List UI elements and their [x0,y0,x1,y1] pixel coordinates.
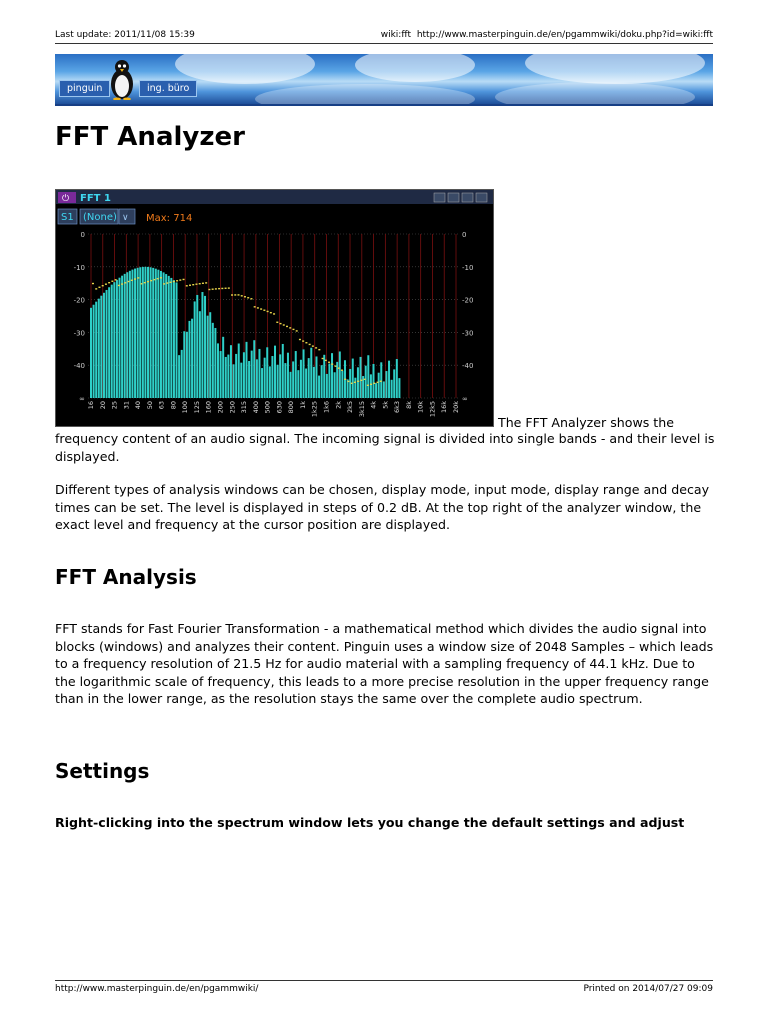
channel-select: S1 [61,212,74,223]
x-tick-label: 20k [452,401,460,414]
peak-dot [238,294,240,295]
peak-dot [160,277,162,278]
peak-dot [250,298,252,299]
x-tick-label: 10k [416,401,425,414]
y-tick-label-left: -40 [73,362,85,371]
peak-dot [263,310,265,311]
spectrum-bar [194,301,196,398]
spectrum-bar [116,280,118,398]
spectrum-bar [100,296,102,398]
x-tick-label: 80 [169,401,178,410]
spectrum-bar [106,290,108,398]
spectrum-bar [367,355,369,398]
peak-dot [367,385,369,386]
spectrum-bar [313,367,315,398]
peak-dot [225,288,227,289]
site-banner [55,54,713,106]
last-update: Last update: 2011/11/08 15:39 [55,30,195,40]
peak-dot [212,288,214,289]
settings-paragraph: Right-clicking into the spectrum window lets you change the default settings and adjust [55,815,685,830]
peak-dot [296,330,298,331]
x-tick-label: 5k [381,401,390,409]
y-tick-label-right: ∞ [462,395,468,403]
page-url: http://www.masterpinguin.de/en/pgammwiki/doku.php?id=wiki:fft [416,30,713,40]
spectrum-bar [365,366,367,398]
peak-dot [202,283,204,284]
x-tick-label: 8k [404,401,413,409]
spectrum-bar [191,319,193,398]
spectrum-bar [196,295,198,398]
peak-dot [267,311,269,312]
spectrum-bar [188,321,190,398]
spectrum-bar [204,296,206,398]
page-id: wiki:fft [380,30,412,40]
peak-dot [218,288,220,289]
peak-dot [276,322,278,323]
spectrum-bar [375,383,377,398]
spectrum-bar [326,374,328,398]
spectrum-bar [157,270,159,398]
peak-dot [176,280,178,281]
spectrum-bar [372,364,374,398]
peak-dot [354,382,356,383]
svg-text:⏻: ⏻ [62,194,70,204]
x-tick-label: 315 [240,401,249,414]
x-tick-label: 1k25 [310,401,319,418]
spectrum-bar [139,267,141,398]
spectrum-bar [300,360,302,398]
peak-dot [380,381,382,382]
spectrum-bar [227,355,229,398]
spectrum-bar [108,287,110,398]
spectrum-bar [142,267,144,398]
peak-dot [108,282,110,283]
spectrum-bar [357,367,359,398]
peak-dot [344,379,346,380]
spectrum-bar [248,361,250,398]
spectrum-bar [134,269,136,398]
spectrum-bar [271,356,273,398]
spectrum-bar [137,268,139,398]
peak-dot [195,283,197,284]
x-tick-label: 630 [275,401,284,414]
x-tick-label: 2k [334,401,343,409]
spectrum-bar [233,364,235,398]
spectrum-bar [398,378,400,398]
peak-dot [357,381,359,382]
spectrum-bar [176,282,178,398]
peak-dot [231,294,233,295]
spectrum-bar [168,276,170,398]
fft-spectrum-image [56,190,493,426]
peak-dot [325,360,327,361]
peak-dot [247,297,249,298]
peak-dot [144,282,146,283]
spectrum-bar [178,355,180,398]
spectrum-bar [380,362,382,398]
peak-dot [347,381,349,382]
spectrum-bar [163,272,165,398]
spectrum-bar [336,362,338,398]
spectrum-bar [256,359,258,398]
peak-dot [173,281,175,282]
spectrum-bar [323,355,325,398]
x-tick-label: 2k5 [346,401,355,414]
peak-dot [183,279,185,280]
peak-dot [286,326,288,327]
peak-dot [377,382,379,383]
peak-dot [302,340,304,341]
peak-dot [199,283,201,284]
footer-url: http://www.masterpinguin.de/en/pgammwiki/ [55,984,259,994]
intro-text-tail: The FFT Analyzer shows the [498,415,674,430]
spectrum-bar [98,299,100,398]
y-tick-label-left: 0 [80,231,85,239]
x-tick-label: 20 [98,401,107,410]
spectrum-bar [165,274,167,398]
spectrum-bar [354,378,356,398]
spectrum-bar [308,358,310,398]
spectrum-bar [251,351,253,398]
fft-analyzer-screenshot [55,189,494,427]
spectrum-bar [303,349,305,398]
fft-analysis-paragraph: FFT stands for Fast Fourier Transformation - a mathematical method which divides the audio signal into blocks (windows) and analyzes their content. Pinguin uses a window size of 2048 Samples – which leads to a frequency resolution of 21.5 Hz for audio material with a sampling frequency of 44.1 kHz. Due to the logarithmic scale of frequency, this leads to a more precise resolution in the upper frequency range than in the lower range, as the resolution stays the same over the complete audio spectrum. [55,621,714,707]
spectrum-bar [318,376,320,398]
x-tick-label: 400 [251,401,260,414]
spectrum-bar [150,267,152,398]
peak-dot [118,285,120,286]
banner-tag-pinguin: pinguin [59,80,110,97]
penguin-logo-icon [109,58,135,100]
spectrum-bar [385,371,387,398]
y-tick-label-left: -10 [73,263,85,272]
spectrum-bar [240,363,242,398]
spectrum-bar [287,353,289,398]
x-tick-label: 4k [369,401,378,409]
peak-dot [141,283,143,284]
x-tick-label: 16k [440,401,449,414]
fft-window-title: FFT 1 [80,193,111,204]
peak-dot [373,383,375,384]
peak-dot [179,279,181,280]
y-tick-label-right: 0 [462,231,467,239]
spectrum-bar [261,368,263,398]
spectrum-bar [90,308,92,398]
peak-dot [341,370,343,371]
spectrum-bar [113,282,115,398]
y-tick-label-left: -20 [73,296,85,305]
spectrum-bar [147,267,149,398]
spectrum-bar [170,278,172,398]
section-heading-settings: Settings [55,759,150,783]
peak-dot [331,363,333,364]
spectrum-bar [305,369,307,398]
peak-dot [137,277,139,278]
spectrum-bar [235,354,237,398]
peak-dot [241,295,243,296]
y-tick-label-right: -30 [462,329,474,338]
spectrum-bar [334,372,336,398]
peak-dot [328,362,330,363]
spectrum-bar [201,292,203,398]
spectrum-bar [186,332,188,398]
page-title: FFT Analyzer [55,122,245,152]
header-page-ref [381,29,713,41]
peak-dot [153,279,155,280]
spectrum-bar [339,351,341,398]
spectrum-bar [284,363,286,398]
spectrum-bar [274,346,276,398]
y-tick-label-right: -40 [462,362,474,371]
x-tick-label: 1k6 [322,401,331,414]
spectrum-bar [220,351,222,398]
peak-dot [351,383,353,384]
x-tick-label: 125 [192,401,201,414]
peak-dot [335,365,337,366]
spectrum-bar [347,379,349,398]
peak-dot [150,280,152,281]
peak-dot [309,344,311,345]
x-tick-label: 200 [216,401,225,414]
spectrum-bar [225,357,227,398]
spectrum-bar [119,278,121,398]
peak-dot [360,380,362,381]
spectrum-bar [121,276,123,398]
spectrum-bar [328,364,330,398]
spectrum-bar [124,274,126,398]
spectrum-bar [160,271,162,398]
spectrum-bar [391,380,393,398]
peak-dot [257,307,259,308]
spectrum-bar [295,351,297,398]
spectrum-bar [253,340,255,398]
peak-dot [283,324,285,325]
peak-dot [205,282,207,283]
spectrum-bar [207,316,209,398]
peak-dot [170,282,172,283]
peak-dot [299,339,301,340]
x-tick-label: 3k15 [357,401,366,418]
x-tick-label: 1k [298,401,307,409]
peak-dot [95,288,97,289]
peak-dot [111,281,113,282]
peak-dot [124,282,126,283]
spectrum-bar [95,302,97,398]
y-tick-label-left: ∞ [79,395,85,403]
peak-dot [370,384,372,385]
y-tick-label-right: -10 [462,263,474,272]
spectrum-bar [292,361,294,398]
peak-dot [289,327,291,328]
spectrum-bar [243,352,245,398]
spectrum-bar [269,366,271,398]
svg-text:∨: ∨ [122,213,129,223]
spectrum-bar [331,353,333,398]
spectrum-bar [181,350,183,398]
x-tick-label: 16 [87,401,95,410]
banner-tag-buero: ing. büro [139,80,197,97]
peak-dot [215,288,217,289]
spectrum-bar [321,365,323,398]
spectrum-bar [378,373,380,398]
spectrum-bar [310,348,312,398]
peak-dot [228,287,230,288]
y-tick-label-left: -30 [73,329,85,338]
spectrum-bar [297,370,299,398]
peak-dot [254,306,256,307]
x-tick-label: 63 [157,401,166,410]
spectrum-bar [126,272,128,398]
spectrum-bar [393,369,395,398]
peak-dot [105,283,107,284]
spectrum-bar [315,356,317,398]
page-header [55,29,713,44]
spectrum-bar [144,267,146,398]
y-tick-label-right: -20 [462,296,474,305]
x-tick-label: 25 [110,401,119,410]
peak-dot [364,379,366,380]
x-tick-label: 40 [134,401,143,410]
peak-dot [92,283,94,284]
spectrum-bar [341,371,343,398]
peak-dot [312,345,314,346]
x-tick-label: 100 [181,401,190,414]
spectrum-bar [111,285,113,398]
x-tick-label: 160 [204,401,213,414]
spectrum-bar [266,347,268,398]
peak-dot [115,279,117,280]
spectrum-bar [277,365,279,398]
peak-dot [273,313,275,314]
peak-dot [102,285,104,286]
input-select: (None) [83,212,117,223]
x-tick-label: 50 [145,401,154,410]
peak-dot [189,285,191,286]
spectrum-bar [129,271,131,398]
x-tick-label: 250 [228,401,237,414]
peak-dot [121,283,123,284]
x-tick-label: 6k3 [393,401,402,414]
peak-dot [322,358,324,359]
spectrum-bar [217,343,219,398]
spectrum-bar [396,359,398,398]
spectrum-bar [383,381,385,398]
peak-dot [270,312,272,313]
peak-dot [260,308,262,309]
section-heading-fft-analysis: FFT Analysis [55,565,197,589]
peak-dot [134,278,136,279]
peak-dot [234,294,236,295]
spectrum-bar [370,374,372,398]
peak-dot [186,285,188,286]
spectrum-bar [360,357,362,398]
spectrum-bar [230,345,232,398]
peak-dot [318,349,320,350]
max-readout: Max: 714 [146,213,193,224]
spectrum-bar [93,305,95,398]
spectrum-bar [279,354,281,398]
x-tick-label: 12k5 [428,401,437,418]
peak-dot [221,288,223,289]
spectrum-bar [352,359,354,398]
spectrum-bar [264,358,266,398]
peak-dot [280,323,282,324]
spectrum-bar [131,270,133,398]
spectrum-bar [238,344,240,398]
printed-date: Printed on 2014/07/27 09:09 [583,984,713,994]
spectrum-bar [214,328,216,398]
peak-dot [131,280,133,281]
spectrum-bar [103,293,105,398]
peak-dot [292,329,294,330]
spectrum-bar [290,372,292,398]
peak-dot [338,367,340,368]
peak-dot [157,278,159,279]
spectrum-bar [155,269,157,398]
peak-dot [244,296,246,297]
peak-dot [147,281,149,282]
spectrum-bar [222,337,224,398]
spectrum-bar [212,323,214,398]
spectrum-bar [282,344,284,398]
x-tick-label: 500 [263,401,272,414]
peak-dot [192,284,194,285]
spectrum-bar [183,331,185,398]
windows-paragraph: Different types of analysis windows can be chosen, display mode, input mode, display range and decay times can be set. The level is displayed in steps of 0.2 dB. At the top right of the analyzer window, the exact level and frequency at the cursor position are displayed. [55,482,710,533]
page-footer [55,980,713,994]
peak-dot [163,283,165,284]
peak-dot [208,289,210,290]
spectrum-bar [152,268,154,398]
peak-dot [315,347,317,348]
x-tick-label: 800 [287,401,296,414]
spectrum-bar [258,349,260,398]
peak-dot [166,282,168,283]
spectrum-bar [209,312,211,398]
peak-dot [305,342,307,343]
spectrum-bar [173,280,175,398]
intro-paragraph: frequency content of an audio signal. The incoming signal is divided into single bands - and their level is displayed. [55,431,715,464]
spectrum-bar [246,342,248,398]
peak-dot [128,281,130,282]
spectrum-bar [388,361,390,398]
spectrum-bar [199,311,201,398]
peak-dot [98,287,100,288]
x-tick-label: 31 [122,401,131,410]
